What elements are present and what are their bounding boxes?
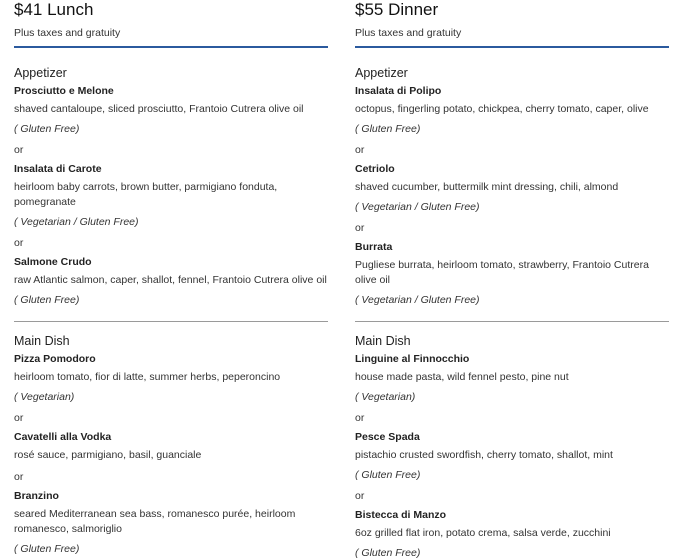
dish-name: Salmone Crudo xyxy=(14,256,92,268)
dish-description: Pugliese burrata, heirloom tomato, strawberry, Frantoio Cutrera olive oil xyxy=(355,259,649,286)
or-separator: or xyxy=(355,144,365,156)
dietary-tag: ( Gluten Free) xyxy=(14,543,80,555)
dietary-tag: ( Vegetarian) xyxy=(355,391,416,403)
dietary-tag: ( Gluten Free) xyxy=(14,294,80,306)
section-heading: Main Dish xyxy=(355,334,411,348)
dietary-tag: ( Vegetarian / Gluten Free) xyxy=(355,294,480,306)
section-divider xyxy=(355,321,669,322)
lunch-menu xyxy=(14,0,328,556)
dish-description: house made pasta, wild fennel pesto, pine nut xyxy=(355,371,569,383)
accent-divider xyxy=(355,46,669,48)
menu-subtitle: Plus taxes and gratuity xyxy=(355,27,462,39)
dietary-tag: ( Gluten Free) xyxy=(355,547,421,559)
dish-name: Linguine al Finnocchio xyxy=(355,353,470,365)
dish-description: pistachio crusted swordfish, cherry tomato, shallot, mint xyxy=(355,449,613,461)
dietary-tag: ( Gluten Free) xyxy=(355,469,421,481)
dish-description: heirloom baby carrots, brown butter, parmigiano fonduta, pomegranate xyxy=(14,181,278,208)
section-divider xyxy=(14,321,328,322)
dish-name: Insalata di Carote xyxy=(14,163,102,175)
dish-description: rosé sauce, parmigiano, basil, guanciale xyxy=(14,449,202,461)
dish-name: Burrata xyxy=(355,241,393,253)
dietary-tag: ( Vegetarian) xyxy=(14,391,75,403)
dish-name: Insalata di Polipo xyxy=(355,85,442,97)
dinner-menu xyxy=(355,0,669,560)
or-separator: or xyxy=(14,144,24,156)
or-separator: or xyxy=(14,237,24,249)
or-separator: or xyxy=(14,412,24,424)
accent-divider xyxy=(14,46,328,48)
dish-description: seared Mediterranean sea bass, romanesco purée, heirloom romanesco, salmoriglio xyxy=(14,508,296,535)
dietary-tag: ( Gluten Free) xyxy=(14,123,80,135)
or-separator: or xyxy=(355,222,365,234)
menu-title: $41 Lunch xyxy=(14,0,94,19)
dish-name: Bistecca di Manzo xyxy=(355,509,447,521)
dish-description: raw Atlantic salmon, caper, shallot, fennel, Frantoio Cutrera olive oil xyxy=(14,274,327,286)
or-separator: or xyxy=(14,471,24,483)
dish-description: octopus, fingerling potato, chickpea, cherry tomato, caper, olive xyxy=(355,103,649,115)
dish-name: Prosciutto e Melone xyxy=(14,85,114,97)
dish-description: heirloom tomato, fior di latte, summer herbs, peperoncino xyxy=(14,371,281,383)
or-separator: or xyxy=(355,490,365,502)
dietary-tag: ( Vegetarian / Gluten Free) xyxy=(355,201,480,213)
dish-name: Branzino xyxy=(14,490,59,502)
dish-description: shaved cantaloupe, sliced prosciutto, Frantoio Cutrera olive oil xyxy=(14,103,304,115)
section-heading: Appetizer xyxy=(14,66,67,80)
dish-description: 6oz grilled flat iron, potato crema, salsa verde, zucchini xyxy=(355,527,611,539)
dish-name: Pesce Spada xyxy=(355,431,420,443)
or-separator: or xyxy=(355,412,365,424)
section-heading: Main Dish xyxy=(14,334,70,348)
menu-subtitle: Plus taxes and gratuity xyxy=(14,27,121,39)
menu-title: $55 Dinner xyxy=(355,0,439,19)
section-heading: Appetizer xyxy=(355,66,408,80)
dish-description: shaved cucumber, buttermilk mint dressing, chili, almond xyxy=(355,181,619,193)
dietary-tag: ( Gluten Free) xyxy=(355,123,421,135)
dish-name: Cetriolo xyxy=(355,163,395,175)
dietary-tag: ( Vegetarian / Gluten Free) xyxy=(14,216,139,228)
dish-name: Cavatelli alla Vodka xyxy=(14,431,112,443)
dish-name: Pizza Pomodoro xyxy=(14,353,96,365)
